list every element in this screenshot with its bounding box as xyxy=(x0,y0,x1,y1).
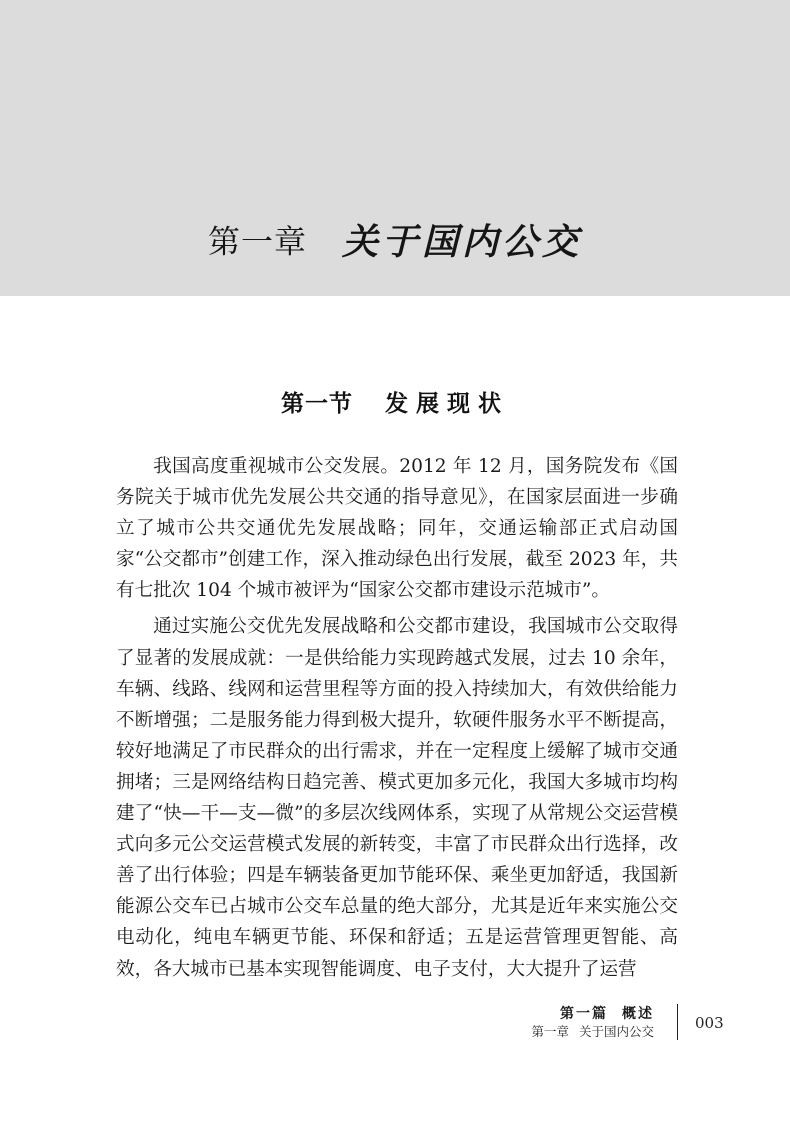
chapter-title xyxy=(0,214,790,265)
chapter-label: 第一章 xyxy=(207,222,307,261)
footer-divider xyxy=(677,1004,678,1040)
footer-chapter-name: 关于国内公交 xyxy=(578,1024,654,1039)
chapter-name: 关于国内公交 xyxy=(342,221,583,263)
footer-chapter-title xyxy=(531,1023,654,1041)
section-name: 发展现状 xyxy=(385,390,509,417)
footer-part-name: 概述 xyxy=(622,1006,654,1022)
footer-part-title xyxy=(531,1005,654,1023)
section-label: 第一节 xyxy=(280,390,353,417)
page-number: 003 xyxy=(695,1014,724,1032)
paragraph: 通过实施公交优先发展战略和公交都市建设，我国城市公交取得了显著的发展成就：一是供给能力实现跨越式发展，过去 10 余年，车辆、线路、线网和运营里程等方面的投入持续加大，有效供给能力不断增强；二是服务能力得到极大提升，软硬件服务水平不断提高，较好地满足了市民群众的出行需求，并在一定程度上缓解了城市交通拥堵；三是网络结构日趋完善、模式更加多元化，我国大多城市均构建了“快—干—支—微”的多层次线网体系，实现了从常规公交运营模式向多元公交运营模式发展的新转变，丰富了市民群众出行选择，改善了出行体验；四是车辆装备更加节能环保、乘坐更加舒适，我国新能源公交车已占城市公交车总量的绝大部分，尤其是近年来实施公交电动化，纯电车辆更节能、环保和舒适；五是运营管理更智能、高效，各大城市已基本实现智能调度、电子支付，大大提升了运营 xyxy=(116,616,678,980)
running-footer xyxy=(531,1005,654,1041)
body-text xyxy=(116,451,678,990)
paragraph: 我国高度重视城市公交发展。2012 年 12 月，国务院发布《国务院关于城市优先发展公共交通的指导意见》，在国家层面进一步确立了城市公共交通优先发展战略；同年，交通运输部正式启动国家“公交都市”创建工作，深入推动绿色出行发展，截至 2023 年，共有七批次 104 个城市被评为“国家公交都市建设示范城市”。 xyxy=(116,456,678,602)
section-title xyxy=(0,385,790,418)
footer-chapter-label: 第一章 xyxy=(531,1024,569,1039)
footer-part-label: 第一篇 xyxy=(560,1006,608,1022)
